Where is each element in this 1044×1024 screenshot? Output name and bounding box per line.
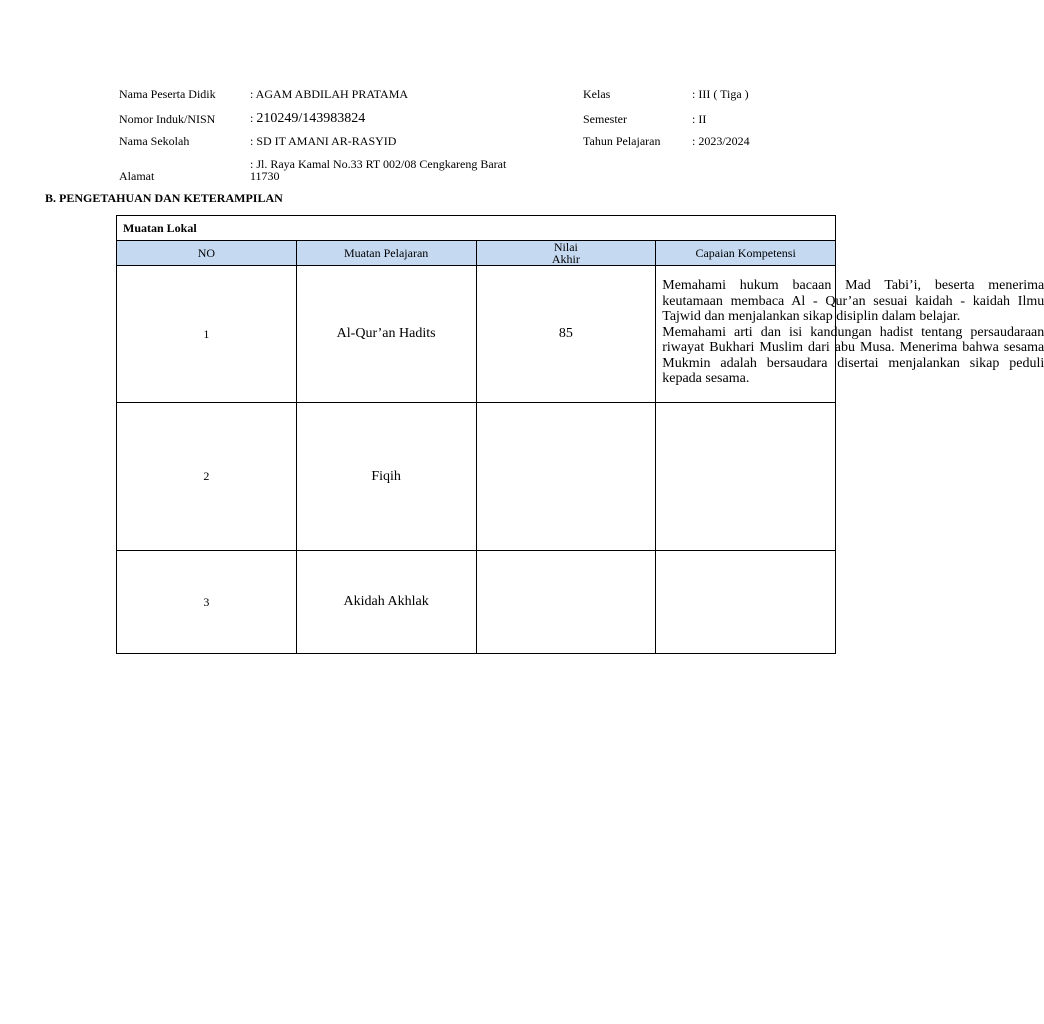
class-label: Kelas [583, 87, 611, 101]
table-row [117, 403, 836, 551]
row-competency [656, 266, 1044, 403]
name-value: : AGAM ABDILAH PRATAMA [250, 87, 409, 101]
nisn-label: Nomor Induk/NISN [119, 112, 216, 126]
section-title: B. PENGETAHUAN DAN KETERAMPILAN [45, 191, 283, 205]
year-label: Tahun Pelajaran [583, 134, 661, 148]
row-score: 85 [476, 266, 656, 403]
nisn-number: 210249/143983824 [256, 111, 366, 126]
school-value: : SD IT AMANI AR-RASYID [250, 134, 397, 148]
address-line1: : Jl. Raya Kamal No.33 RT 002/08 Cengkareng Barat [250, 157, 507, 171]
year-value: : 2023/2024 [692, 134, 750, 148]
row-score [476, 403, 656, 551]
address-line2: 11730 [250, 169, 280, 183]
row-no: 2 [117, 403, 297, 551]
row-subject: Akidah Akhlak [296, 551, 476, 654]
table-row [117, 266, 836, 403]
header-competency: Capaian Kompetensi [656, 241, 836, 266]
semester-value: : II [692, 112, 707, 126]
row-subject: Fiqih [296, 403, 476, 551]
row-no: 3 [117, 551, 297, 654]
table-caption: Muatan Lokal [117, 216, 836, 241]
row-subject: Al-Qur’an Hadits [296, 266, 476, 403]
row-competency [656, 551, 836, 654]
semester-label: Semester [583, 112, 627, 126]
row-no: 1 [117, 266, 297, 403]
header-subject: Muatan Pelajaran [296, 241, 476, 266]
nisn-value [250, 109, 365, 127]
header-no: NO [117, 241, 297, 266]
header-score [476, 241, 656, 266]
row-competency [656, 403, 836, 551]
competency-paragraph-2: Memahami arti dan isi kandungan hadist tentang persaudaraan riwayat Bukhari Muslim dari abu Musa. Menerima bahwa sesama Mukmin adalah bersaudara disertai menjalankan sikap peduli kepada sesama. [662, 324, 1044, 386]
class-value: : III ( Tiga ) [692, 87, 749, 101]
header-score-line1: Nilai [553, 240, 578, 254]
name-label: Nama Peserta Didik [119, 87, 216, 101]
row-score [476, 551, 656, 654]
nisn-prefix: : [250, 111, 257, 125]
competency-paragraph-1: Memahami hukum bacaan Mad Tabi’i, beserta menerima keutamaan membaca Al - Qur’an sesuai kaidah - kaidah Ilmu Tajwid dan menjalankan sikap disiplin dalam belajar. [662, 278, 1044, 324]
school-label: Nama Sekolah [119, 134, 190, 148]
table-header-row [117, 241, 836, 266]
grades-table [116, 215, 1044, 654]
table-row [117, 551, 836, 654]
address-label: Alamat [119, 169, 155, 183]
header-score-line2: Akhir [551, 252, 580, 266]
grades-table-wrapper [116, 215, 1044, 655]
